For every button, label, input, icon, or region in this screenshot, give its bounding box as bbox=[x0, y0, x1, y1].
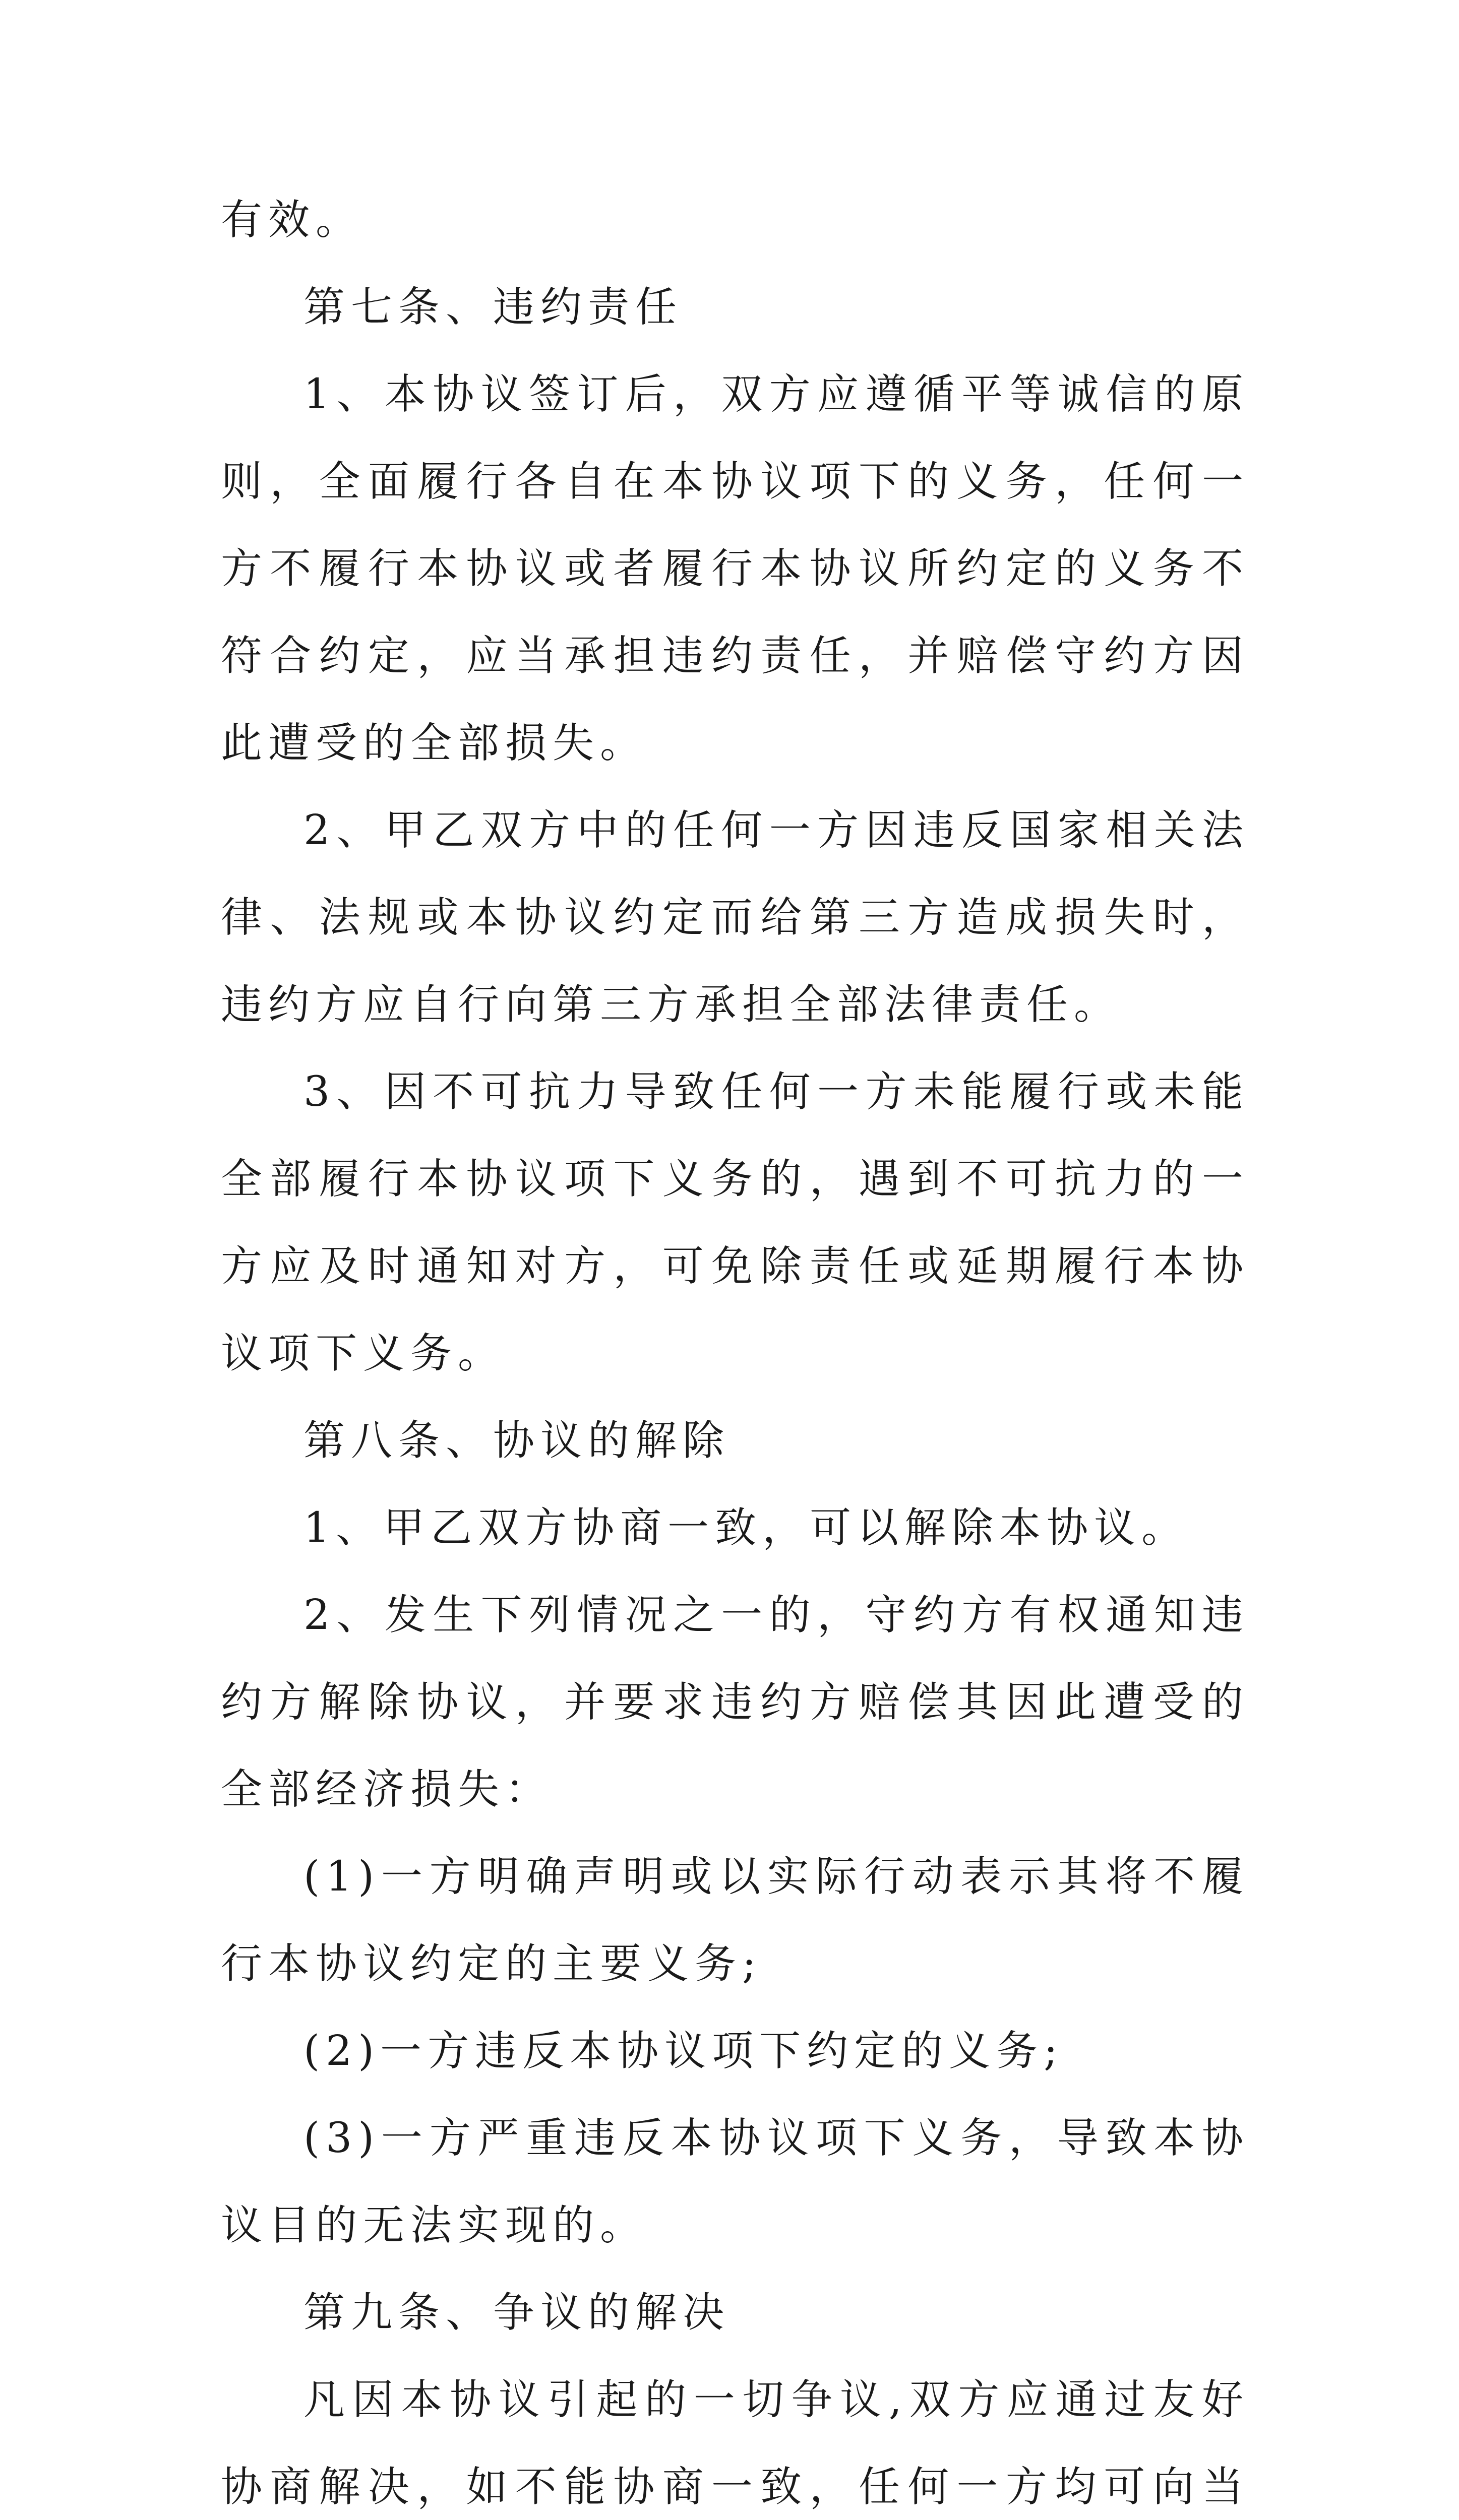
section-heading-article-9: 第九条、争议的解决 bbox=[303, 2289, 731, 2337]
section-heading-article-7: 第七条、违约责任 bbox=[303, 283, 683, 331]
paragraph-article-9-body: 凡因本协议引起的一切争议,双方应通过友好协商解决，如不能协商一致，任何一方均可向当 bbox=[221, 2376, 1249, 2511]
paragraph-article-7-clause-2: 2、甲乙双方中的任何一方因违反国家相关法律、法规或本协议约定而给第三方造成损失时，违约方应自行向第三方承担全部法律责任。 bbox=[221, 806, 1249, 1029]
paragraph-article-8-clause-2: 2、发生下列情况之一的，守约方有权通知违约方解除协议，并要求违约方赔偿其因此遭受的全部经济损失： bbox=[221, 1591, 1249, 1813]
paragraph-article-8-clause-1: 1、甲乙双方协商一致，可以解除本协议。 bbox=[303, 1504, 1189, 1552]
paragraph-continuation: 有效。 bbox=[221, 196, 363, 244]
document-body bbox=[221, 176, 1249, 2520]
list-item-article-8-sub-2: (2)一方违反本协议项下约定的义务; bbox=[303, 2027, 1064, 2075]
section-heading-article-8: 第八条、协议的解除 bbox=[303, 1417, 731, 1465]
list-item-article-8-sub-1: (1)一方明确声明或以实际行动表示其将不履行本协议约定的主要义务; bbox=[221, 1853, 1249, 1988]
paragraph-article-7-clause-3: 3、因不可抗力导致任何一方未能履行或未能全部履行本协议项下义务的，遇到不可抗力的一方应及时通知对方，可免除责任或延期履行本协议项下义务。 bbox=[221, 1068, 1249, 1377]
paragraph-article-7-clause-1: 1、本协议签订后，双方应遵循平等诚信的原则，全面履行各自在本协议项下的义务，任何一方不履行本协议或者履行本协议所约定的义务不符合约定，应当承担违约责任，并赔偿守约方因此遭受的全部损失。 bbox=[221, 370, 1249, 767]
list-item-article-8-sub-3: (3)一方严重违反本协议项下义务，导致本协议目的无法实现的。 bbox=[221, 2114, 1249, 2249]
